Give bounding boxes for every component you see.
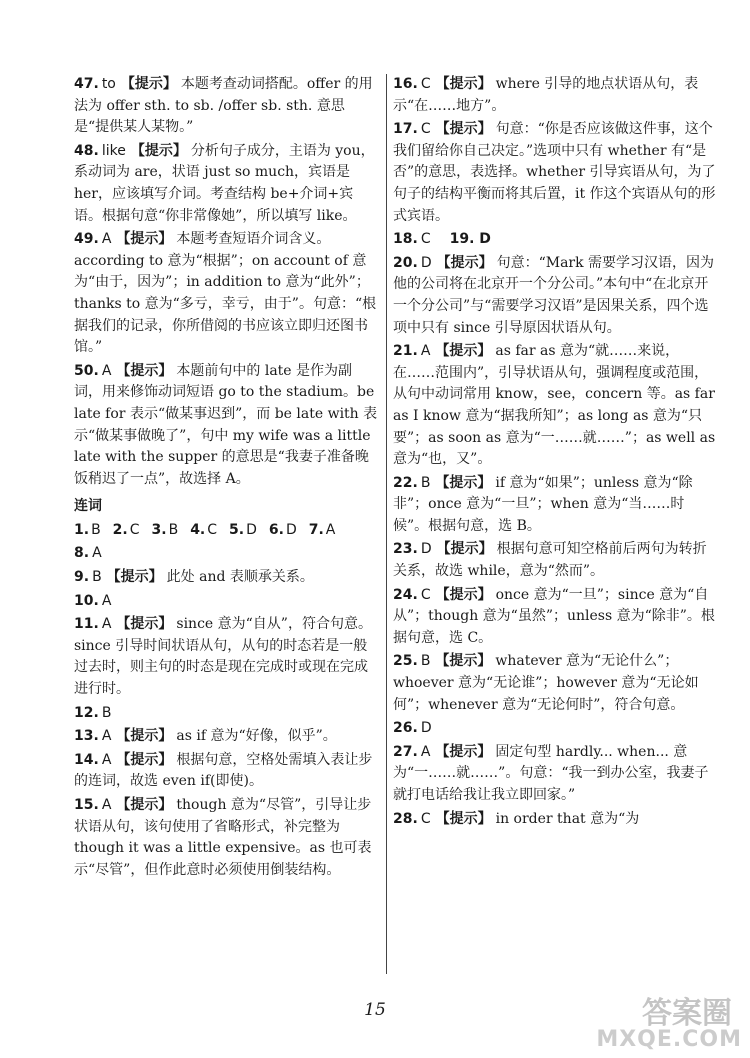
- answer-choice: A: [325, 521, 336, 538]
- answer-entry: [74, 591, 378, 613]
- answer-item: [152, 522, 179, 538]
- hint-label: 【提示】: [130, 142, 187, 159]
- answer-choice: D: [420, 720, 432, 737]
- question-number: 22.: [393, 474, 418, 491]
- answer-choice: B: [91, 521, 101, 538]
- answer-entry: [393, 539, 717, 582]
- explanation-text: as far as 意为“就……来说，在……范围内”，引导状语从句，强调程度或范围，从句中动词常用 know，see，concern 等。as far as I know 意为“据我所知”；as long as 意为“只要”；as soon as 意为“一……就……”；as well as 意为“也，又”。: [393, 343, 716, 468]
- question-number: 15.: [74, 797, 99, 813]
- question-number: 4.: [190, 521, 206, 538]
- answer-entry: [74, 703, 378, 725]
- answer-choice: D: [420, 541, 432, 558]
- watermark: [552, 988, 742, 1052]
- hint-label: 【提示】: [435, 343, 492, 360]
- hint-label: 【提示】: [116, 362, 173, 379]
- answer-item: [309, 522, 336, 538]
- explanation-text: 句意：“Mark 需要学习汉语，因为他的公司将在北京开一个分公司。”本句中“在北京开一个分公司”与“需要学习汉语”是因果关系，四个选项中只有 since 引导原因状语从句。: [393, 254, 715, 336]
- hint-label: 【提示】: [435, 743, 492, 760]
- question-number: 18.: [393, 231, 418, 248]
- answer-entry: [74, 229, 378, 359]
- question-number: 26.: [393, 720, 418, 737]
- answer-choice: A: [420, 743, 431, 760]
- question-number: 50.: [74, 362, 99, 379]
- hint-label: 【提示】: [116, 797, 173, 813]
- hint-label: 【提示】: [116, 751, 173, 768]
- left-entries-2: [74, 543, 378, 881]
- explanation-text: where 引导的地点状语从句，表示“在……地方”。: [393, 76, 699, 114]
- question-number: 9.: [74, 569, 90, 586]
- answer-entry: [74, 614, 378, 700]
- answer-entry: [74, 361, 378, 491]
- hint-label: 【提示】: [435, 653, 492, 670]
- answer-choice: D: [420, 254, 432, 271]
- explanation-text: 根据句意可知空格前后两句为转折关系，故选 while，意为“然而”。: [393, 541, 707, 580]
- explanation-text: 根据句意，空格处需填入表让步的连词，故选 even if(即使)。: [74, 751, 373, 790]
- explanation-text: if 意为“如果”；unless 意为“除非”；once 意为“一旦”；when 意为“当……时候”。根据句意，选 B。: [393, 474, 693, 534]
- question-number: 25.: [393, 653, 418, 670]
- answers-row: [74, 520, 378, 542]
- watermark-site: MXQE.COM: [596, 1027, 742, 1052]
- answer-choice: C: [420, 231, 431, 248]
- answer-item: [190, 522, 217, 538]
- answer-entry: [393, 718, 717, 740]
- answer-choice: B: [420, 474, 431, 491]
- answer-entry: [393, 74, 717, 117]
- hint-label: 【提示】: [436, 541, 493, 558]
- answer-item: [74, 522, 101, 538]
- answer-choice: A: [101, 728, 112, 745]
- explanation-text: 固定句型 hardly... when... 意为“一……就……”。句意：“我一到办公室，我妻子就打电话给我让我立即回家。”: [393, 743, 709, 803]
- answer-choice: C: [420, 76, 431, 92]
- left-column: [74, 74, 378, 883]
- question-number: 47.: [74, 76, 99, 92]
- question-number: 5.: [229, 521, 245, 538]
- question-number: 12.: [74, 704, 99, 721]
- answer-entry: [74, 726, 378, 748]
- question-number: 10.: [74, 592, 99, 609]
- explanation-text: 本题考查动词搭配。offer 的用法为 offer sth. to sb. /offer sb. sth. 意思是“提供某人某物。”: [74, 76, 373, 136]
- answer-choice: A: [101, 797, 112, 813]
- answer-entry: [393, 119, 717, 227]
- explanation-text: though 意为“尽管”，引导让步状语从句，该句使用了省略形式，补完整为 though it was a little expensive。as 也可表示“尽管”，但作此意时必须使用倒装结构。: [74, 797, 372, 878]
- answer-choice: D: [285, 521, 297, 538]
- hint-label: 【提示】: [435, 474, 492, 491]
- answer-entry: [393, 809, 717, 831]
- answer-entry: [393, 742, 717, 807]
- hint-label: 【提示】: [435, 76, 492, 92]
- hint-label: 【提示】: [435, 810, 492, 827]
- question-number: 2.: [112, 521, 128, 538]
- explanation-text: 此处 and 表顺承关系。: [166, 569, 314, 586]
- answer-entry: [74, 543, 378, 565]
- question-number: 17.: [393, 121, 418, 138]
- hint-label: 【提示】: [120, 76, 177, 92]
- hint-label: 【提示】: [116, 616, 173, 633]
- answer-entry: [74, 750, 378, 793]
- watermark-logo: 答案圈: [642, 996, 732, 1031]
- answer-entry: [393, 253, 717, 339]
- answer-choice: A: [101, 231, 112, 248]
- question-number: 48.: [74, 142, 99, 159]
- question-number: 8.: [74, 545, 90, 562]
- explanation-text: 本题前句中的 late 是作为副词，用来修饰动词短语 go to the stadium。be late for 表示“做某事迟到”，而 be late with 表示“做某事做晚了”，句中 my wife was a little late with the supper 的意思是“我妻子准备晚饭稍迟了一点”，故选择 A。: [74, 362, 378, 487]
- answer-choice: like: [101, 142, 126, 159]
- answer-choice: C: [129, 521, 140, 538]
- answer-choice: A: [420, 343, 431, 360]
- answer-choice: B: [168, 521, 179, 538]
- question-number: 14.: [74, 751, 99, 768]
- explanation-text: in order that 意为“为: [495, 810, 640, 827]
- question-number: 27.: [393, 743, 418, 760]
- inline-extra-answer: 19. D: [449, 231, 491, 248]
- explanation-text: 本题考查短语介词含义。according to 意为“根据”；on account of 意为“由于，因为”；in addition to 意为“此外”；thanks to 意为“多亏，幸亏，由于”。句意：“根据我们的记录，你所借阅的书应该立即归还图书馆。”: [74, 231, 377, 356]
- question-number: 7.: [308, 521, 324, 538]
- question-number: 23.: [393, 541, 418, 558]
- answer-choice: C: [420, 121, 431, 138]
- answer-entry: [393, 229, 717, 251]
- question-number: 16.: [393, 76, 418, 92]
- answer-choice: C: [207, 521, 218, 538]
- explanation-text: since 意为“自从”，符合句意。since 引导时间状语从句，从句的时态若是一般过去时，则主句的时态是现在完成时或现在完成进行时。: [74, 616, 372, 698]
- question-number: 11.: [74, 616, 99, 633]
- explanation-text: 分析句子成分，主语为 you，系动词为 are，状语 just so much，宾语是 her，应该填写介词。考查结构 be+介词+宾语。根据句意“你非常像她”，所以填写 like。: [74, 142, 375, 224]
- answer-choice: A: [92, 545, 102, 562]
- question-number: 28.: [393, 810, 418, 827]
- answer-choice: D: [246, 521, 257, 538]
- question-number: 24.: [393, 586, 418, 603]
- question-number: 21.: [393, 343, 418, 360]
- answer-choice: B: [101, 704, 112, 721]
- answer-choice: B: [92, 569, 102, 586]
- hint-label: 【提示】: [106, 569, 163, 586]
- answer-entry: [393, 585, 717, 650]
- answer-entry: [74, 141, 378, 227]
- answer-entry: [74, 795, 378, 881]
- section-title: 连词: [74, 498, 102, 515]
- answer-item: [269, 522, 297, 538]
- answer-entry: [393, 473, 717, 538]
- answer-choice: A: [101, 592, 112, 609]
- answer-choice: to: [101, 76, 116, 92]
- explanation-text: whatever 意为“无论什么”；whoever 意为“无论谁”；however 意为“无论如何”；whenever 意为“无论何时”，符合句意。: [393, 653, 699, 713]
- hint-label: 【提示】: [436, 254, 493, 271]
- right-entries: [393, 74, 717, 830]
- question-number: 6.: [268, 521, 284, 538]
- explanation-text: 句意：“你是否应该做这件事，这个我们留给你自己决定。”选项中只有 whether 有“是否”的意思，表选择。whether 引导宾语从句，为了句子的结构平衡而将其后置，it 作这个宾语从句的形式宾语。: [393, 121, 716, 224]
- answer-choice: A: [101, 362, 112, 379]
- answer-choice: B: [420, 653, 431, 670]
- column-divider: [386, 74, 387, 974]
- question-number: 3.: [151, 521, 167, 538]
- answer-choice: C: [420, 586, 431, 603]
- answer-entry: [74, 567, 378, 589]
- hint-label: 【提示】: [116, 231, 173, 248]
- question-number: 13.: [74, 728, 99, 745]
- explanation-text: once 意为“一旦”；since 意为“自从”；though 意为“虽然”；unless 意为“除非”。根据句意，选 C。: [393, 586, 715, 646]
- page-number: 15: [364, 1000, 386, 1020]
- question-number: 1.: [74, 521, 90, 538]
- hint-label: 【提示】: [435, 586, 492, 603]
- answer-choice: A: [101, 616, 112, 633]
- answer-entry: [393, 341, 717, 471]
- answer-choice: A: [101, 751, 112, 768]
- answer-item: [113, 522, 140, 538]
- answer-entry: [393, 651, 717, 716]
- hint-label: 【提示】: [435, 121, 492, 138]
- question-number: 20.: [393, 254, 418, 271]
- answer-entry: [74, 74, 378, 139]
- answer-item: [229, 522, 257, 538]
- right-column: [393, 74, 717, 832]
- left-entries: [74, 74, 378, 490]
- question-number: 49.: [74, 231, 99, 248]
- answer-choice: C: [420, 810, 431, 827]
- hint-label: 【提示】: [116, 728, 173, 745]
- explanation-text: as if 意为“好像，似乎”。: [176, 728, 337, 745]
